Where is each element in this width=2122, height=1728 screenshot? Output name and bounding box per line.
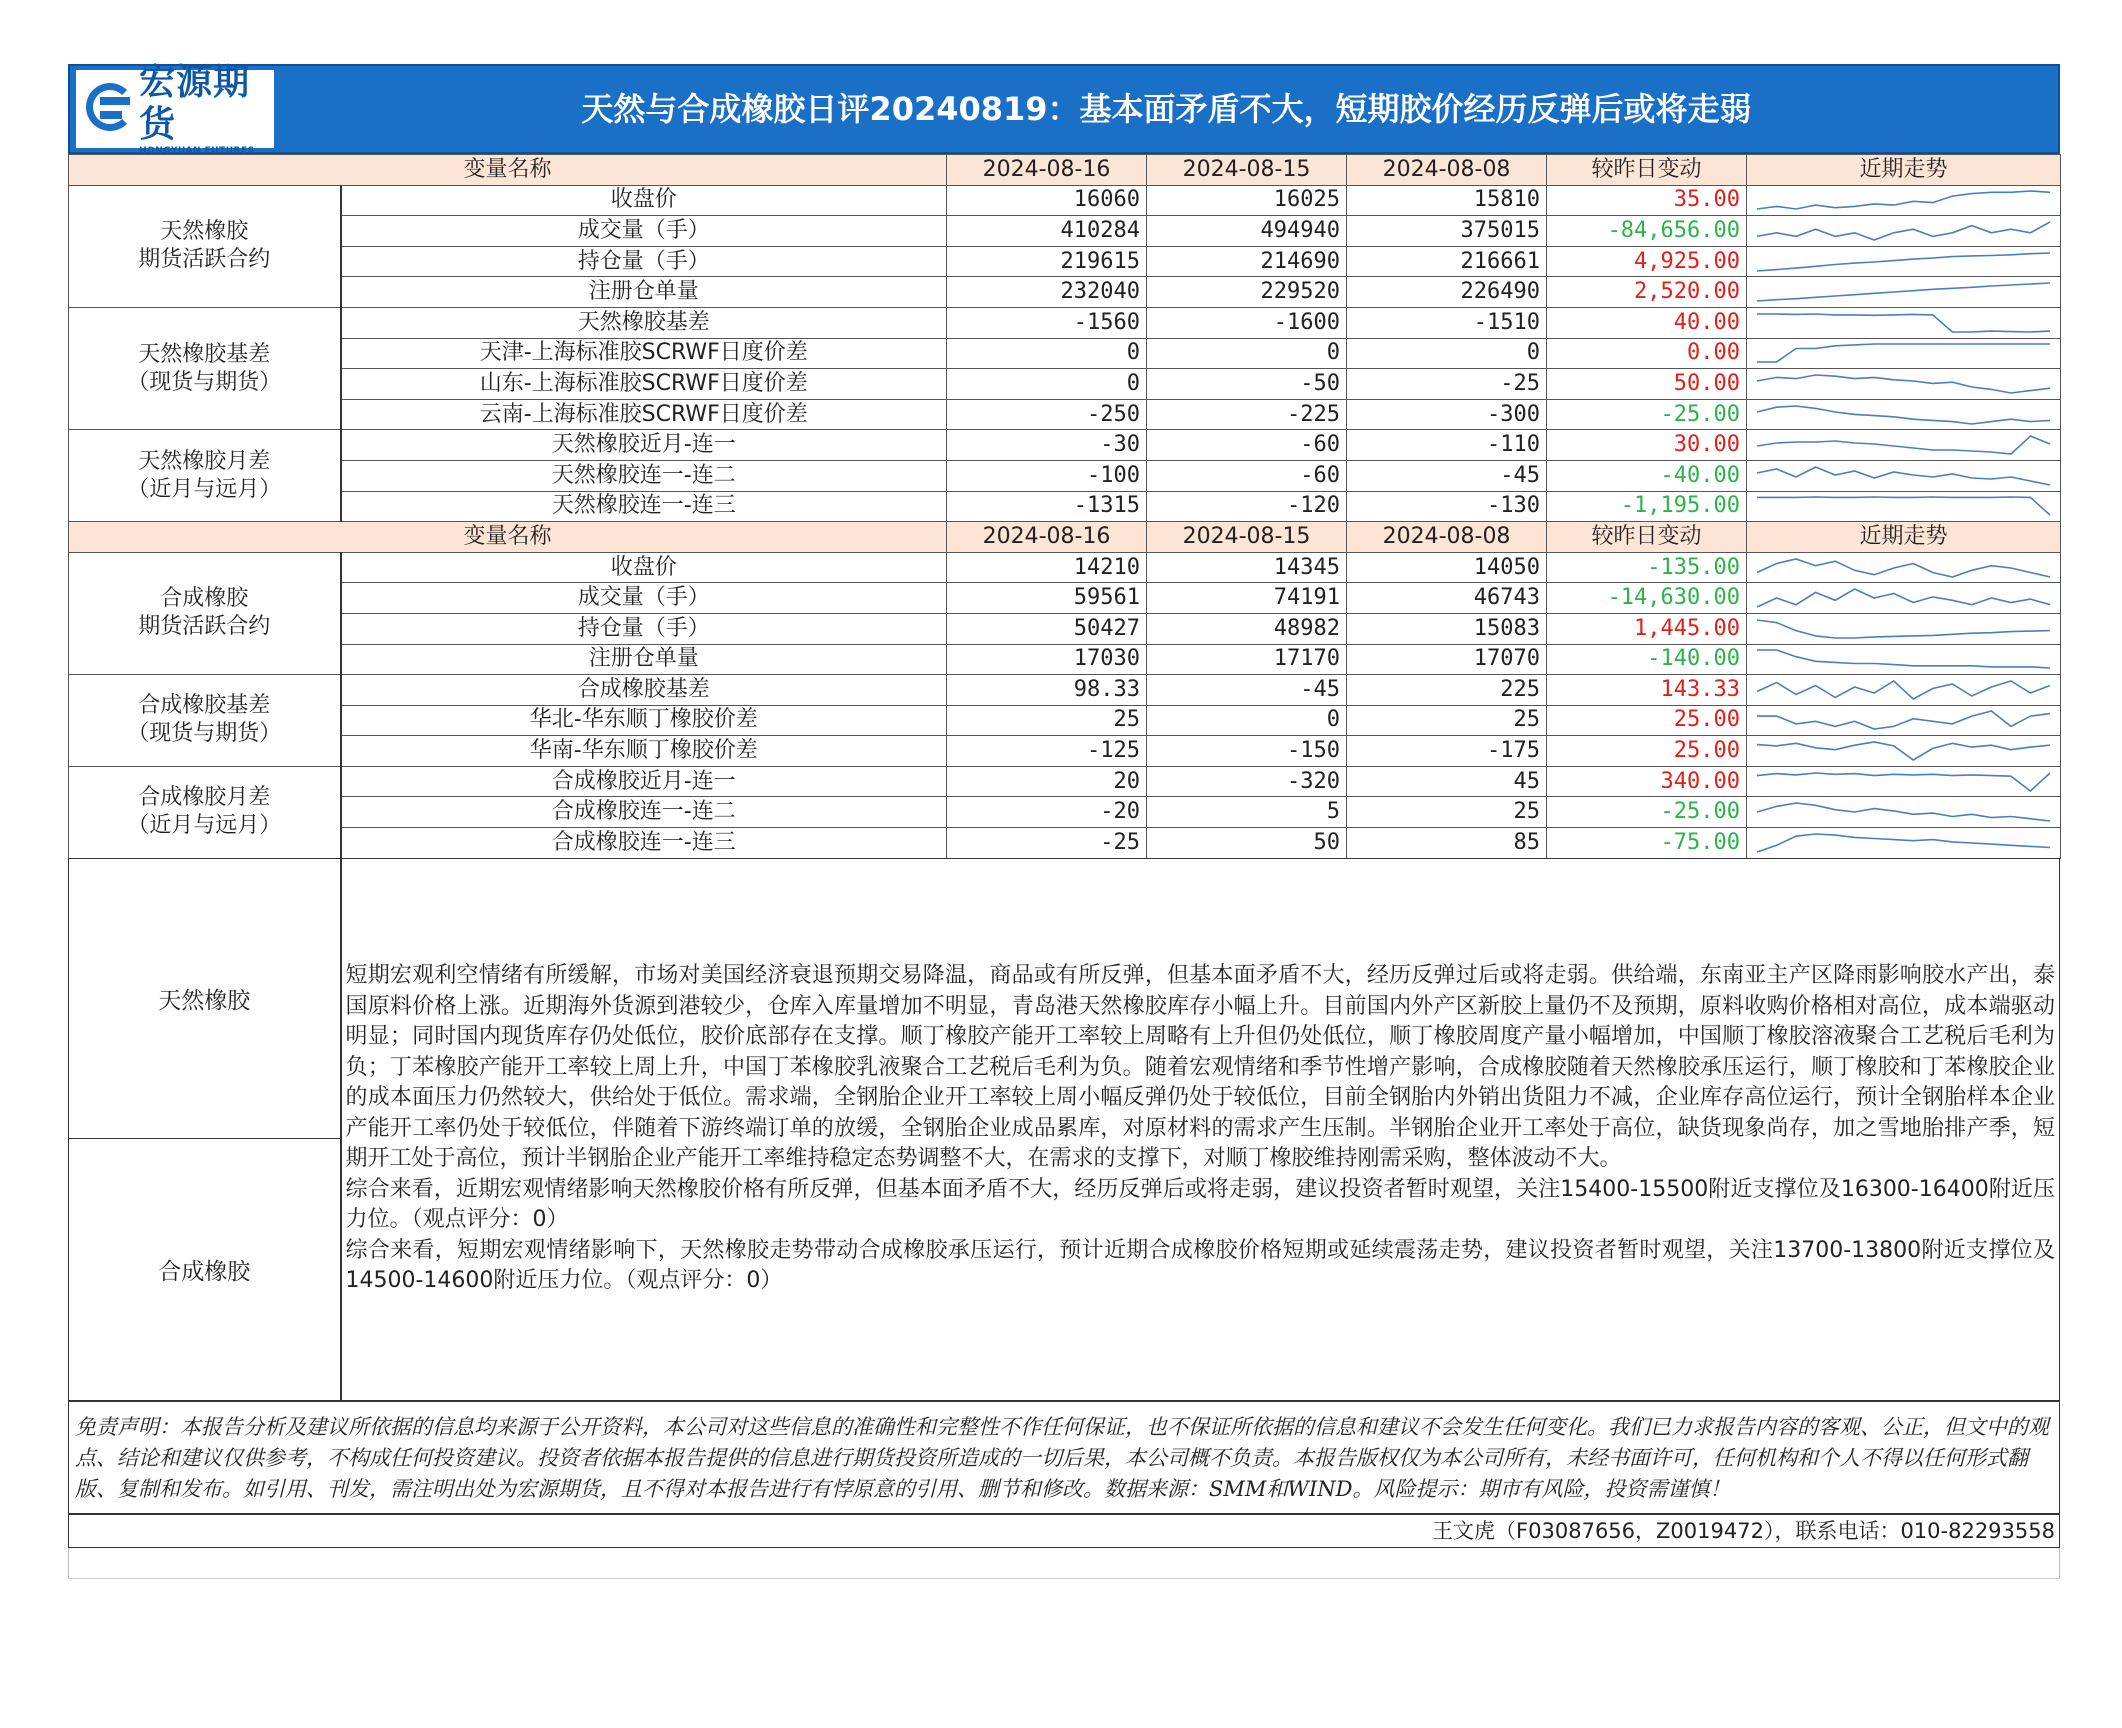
- trend-cell: [1747, 216, 2061, 247]
- value-d3: 216661: [1347, 246, 1547, 277]
- logo-mark-icon: [82, 77, 133, 141]
- group-label-line: （现货与期货）: [127, 369, 282, 395]
- column-header-name: 变量名称: [69, 155, 947, 186]
- trend-sparkline: [1753, 769, 2054, 795]
- logo-name-cn: 宏源期货: [139, 62, 251, 145]
- trailing-rows: [68, 1548, 2060, 1579]
- value-d1: -100: [947, 460, 1147, 491]
- sparkline-path: [1757, 681, 2050, 699]
- table-row: [69, 644, 2061, 675]
- trend-cell: [1747, 185, 2061, 216]
- value-d1: -1315: [947, 491, 1147, 522]
- value-d1: 0: [947, 338, 1147, 369]
- report-title: 天然与合成橡胶日评20240819：基本面矛盾不大，短期胶价经历反弹后或将走弱: [581, 90, 1752, 128]
- value-d1: -125: [947, 736, 1147, 767]
- column-header-chg: 较昨日变动: [1547, 155, 1747, 186]
- group-label: [69, 307, 341, 429]
- sparkline-path: [1757, 834, 2050, 852]
- value-d1: 20: [947, 766, 1147, 797]
- trend-cell: [1747, 460, 2061, 491]
- variable-name: 云南-上海标准胶SCRWF日度价差: [341, 399, 947, 430]
- group-label-line: （近月与远月）: [127, 476, 282, 502]
- value-d2: 494940: [1147, 216, 1347, 247]
- value-d2: -60: [1147, 460, 1347, 491]
- change-value: -135.00: [1547, 552, 1747, 583]
- value-d2: -225: [1147, 399, 1347, 430]
- value-d1: -1560: [947, 307, 1147, 338]
- sparkline-path: [1757, 314, 2050, 332]
- value-d2: -1600: [1147, 307, 1347, 338]
- value-d2: -320: [1147, 766, 1347, 797]
- table-row: [69, 613, 2061, 644]
- table-row: [69, 307, 2061, 338]
- commentary-text: [341, 858, 2060, 1400]
- variable-name: 收盘价: [341, 185, 947, 216]
- value-d1: -30: [947, 430, 1147, 461]
- column-header-d1: 2024-08-16: [947, 522, 1147, 553]
- trend-sparkline: [1753, 830, 2054, 856]
- change-value: -25.00: [1547, 399, 1747, 430]
- trend-sparkline: [1753, 616, 2054, 642]
- table-row: [69, 552, 2061, 583]
- value-d3: 226490: [1347, 277, 1547, 308]
- value-d3: 14050: [1347, 552, 1547, 583]
- change-value: -75.00: [1547, 828, 1747, 859]
- sparkline-path: [1757, 559, 2050, 577]
- value-d1: -20: [947, 797, 1147, 828]
- change-value: 2,520.00: [1547, 277, 1747, 308]
- table-row: [69, 216, 2061, 247]
- change-value: -140.00: [1547, 644, 1747, 675]
- trend-sparkline: [1753, 738, 2054, 764]
- sparkline-path: [1757, 191, 2050, 209]
- value-d2: -120: [1147, 491, 1347, 522]
- variable-name: 合成橡胶近月-连一: [341, 766, 947, 797]
- change-value: 4,925.00: [1547, 246, 1747, 277]
- trend-sparkline: [1753, 585, 2054, 611]
- header-row: [69, 155, 2061, 186]
- commentary-paragraph-synthetic: 综合来看，短期宏观情绪影响下，天然橡胶走势带动合成橡胶承压运行，预计近期合成橡胶价格短期或延续震荡走势，建议投资者暂时观望，关注13700-13800附近支撑位及14500-14600附近压力位。（观点评分：0）: [345, 1237, 2055, 1294]
- trend-cell: [1747, 552, 2061, 583]
- sparkline-path: [1757, 467, 2050, 485]
- table-row: [69, 766, 2061, 797]
- author-contact: 王文虎（F03087656，Z0019472），联系电话：010-82293558: [68, 1513, 2060, 1548]
- sparkline-path: [1757, 497, 2050, 515]
- sparkline-path: [1757, 283, 2050, 301]
- group-label-line: 天然橡胶月差: [138, 448, 271, 474]
- value-d3: 15083: [1347, 613, 1547, 644]
- commentary-table: [68, 858, 2060, 1401]
- trend-cell: [1747, 369, 2061, 400]
- change-value: -84,656.00: [1547, 216, 1747, 247]
- trend-cell: [1747, 430, 2061, 461]
- trend-sparkline: [1753, 249, 2054, 275]
- change-value: 1,445.00: [1547, 613, 1747, 644]
- group-label: [69, 185, 341, 307]
- table-row: [69, 338, 2061, 369]
- table-row: [69, 460, 2061, 491]
- variable-name: 华北-华东顺丁橡胶价差: [341, 705, 947, 736]
- group-label: [69, 552, 341, 674]
- value-d3: 85: [1347, 828, 1547, 859]
- value-d2: 0: [1147, 705, 1347, 736]
- table-row: [69, 705, 2061, 736]
- variable-name: 天然橡胶近月-连一: [341, 430, 947, 461]
- header-row: [69, 522, 2061, 553]
- commentary-paragraph-main: 短期宏观利空情绪有所缓解，市场对美国经济衰退预期交易降温，商品或有所反弹，但基本面矛盾不大，经历反弹过后或将走弱。供给端，东南亚主产区降雨影响胶水产出，泰国原料价格上涨。近期海外货源到港较少，仓库入库量增加不明显，青岛港天然橡胶库存小幅上升。目前国内外产区新胶上量仍不及预期，原料收购价格相对高位，成本端驱动明显；同时国内现货库存仍处低位，胶价底部存在支撑。顺丁橡胶产能开工率较上周略有上升但仍处低位，顺丁橡胶周度产量小幅增加，中国顺丁橡胶溶液聚合工艺税后毛利为负；丁苯橡胶产能开工率较上周上升，中国丁苯橡胶乳液聚合工艺税后毛利为负。随着宏观情绪和季节性增产影响，合成橡胶随着天然橡胶承压运行，顺丁橡胶和丁苯橡胶企业的成本面压力仍然较大，供给处于低位。需求端，全钢胎企业开工率较上周小幅反弹仍处于较低位，目前全钢胎内外销出货阻力不减，企业库存高位运行，预计全钢胎样本企业产能开工率仍处于较低位，伴随着下游终端订单的放缓，全钢胎企业成品累库，对原材料的需求产生压制。半钢胎企业开工率处于高位，缺货现象尚存，加之雪地胎排产季，短期开工处于高位，预计半钢胎企业产能开工率维持稳定态势调整不大，在需求的支撑下，对顺丁橡胶维持刚需采购，整体波动不大。: [345, 963, 2055, 1172]
- value-d1: -25: [947, 828, 1147, 859]
- variable-name: 持仓量（手）: [341, 613, 947, 644]
- trend-cell: [1747, 766, 2061, 797]
- value-d2: 16025: [1147, 185, 1347, 216]
- value-d3: -130: [1347, 491, 1547, 522]
- sparkline-path: [1757, 711, 2050, 729]
- trend-sparkline: [1753, 310, 2054, 336]
- change-value: 35.00: [1547, 185, 1747, 216]
- group-label: [69, 766, 341, 858]
- change-value: 40.00: [1547, 307, 1747, 338]
- variable-name: 成交量（手）: [341, 583, 947, 614]
- table-row: [69, 583, 2061, 614]
- variable-name: 持仓量（手）: [341, 246, 947, 277]
- change-value: 25.00: [1547, 736, 1747, 767]
- sparkline-path: [1757, 222, 2050, 240]
- group-label: [69, 675, 341, 767]
- title-banner: [68, 64, 2060, 154]
- column-header-trend: 近期走势: [1747, 522, 2061, 553]
- data-table: [68, 154, 2061, 859]
- trend-cell: [1747, 797, 2061, 828]
- trend-cell: [1747, 736, 2061, 767]
- change-value: 50.00: [1547, 369, 1747, 400]
- table-row: [69, 736, 2061, 767]
- change-value: -14,630.00: [1547, 583, 1747, 614]
- value-d3: -1510: [1347, 307, 1547, 338]
- value-d1: 0: [947, 369, 1147, 400]
- report-sheet: [68, 64, 2060, 1579]
- value-d2: 74191: [1147, 583, 1347, 614]
- table-row: [69, 430, 2061, 461]
- value-d2: -150: [1147, 736, 1347, 767]
- value-d1: 50427: [947, 613, 1147, 644]
- value-d3: 15810: [1347, 185, 1547, 216]
- table-row: [69, 399, 2061, 430]
- disclaimer: 免责声明：本报告分析及建议所依据的信息均来源于公开资料，本公司对这些信息的准确性和完整性不作任何保证，也不保证所依据的信息和建议不会发生任何变化。我们已力求报告内容的客观、公正，但文中的观点、结论和建议仅供参考，不构成任何投资建议。投资者依据本报告提供的信息进行期货投资所造成的一切后果，本公司概不负责。本报告版权仅为本公司所有，未经书面许可，任何机构和个人不得以任何形式翻版、复制和发布。如引用、刊发，需注明出处为宏源期货，且不得对本报告进行有悖原意的引用、删节和修改。数据来源：SMM和WIND。风险提示：期市有风险，投资需谨慎！: [68, 1400, 2060, 1514]
- change-value: 25.00: [1547, 705, 1747, 736]
- table-row: [69, 277, 2061, 308]
- value-d1: 410284: [947, 216, 1147, 247]
- value-d1: 25: [947, 705, 1147, 736]
- variable-name: 合成橡胶连一-连二: [341, 797, 947, 828]
- variable-name: 天然橡胶连一-连三: [341, 491, 947, 522]
- group-label-line: （现货与期货）: [127, 721, 282, 747]
- change-value: 0.00: [1547, 338, 1747, 369]
- trend-cell: [1747, 246, 2061, 277]
- column-header-d3: 2024-08-08: [1347, 155, 1547, 186]
- trend-sparkline: [1753, 493, 2054, 519]
- trend-cell: [1747, 644, 2061, 675]
- trend-cell: [1747, 277, 2061, 308]
- logo-name-en: HONGYUAN FUTURES: [139, 146, 255, 156]
- value-d2: 214690: [1147, 246, 1347, 277]
- commentary-label-natural: 天然橡胶: [69, 858, 341, 1138]
- table-row: [69, 369, 2061, 400]
- value-d1: 232040: [947, 277, 1147, 308]
- variable-name: 合成橡胶连一-连三: [341, 828, 947, 859]
- variable-name: 合成橡胶基差: [341, 675, 947, 706]
- group-label: [69, 430, 341, 522]
- value-d2: 0: [1147, 338, 1347, 369]
- value-d1: 59561: [947, 583, 1147, 614]
- value-d1: 98.33: [947, 675, 1147, 706]
- trend-sparkline: [1753, 432, 2054, 458]
- value-d3: 0: [1347, 338, 1547, 369]
- table-row: [69, 185, 2061, 216]
- trend-cell: [1747, 399, 2061, 430]
- change-value: -40.00: [1547, 460, 1747, 491]
- group-label-line: 天然橡胶: [160, 219, 249, 245]
- value-d1: 219615: [947, 246, 1147, 277]
- commentary-paragraph-natural: 综合来看，近期宏观情绪影响天然橡胶价格有所反弹，但基本面矛盾不大，经历反弹后或将走弱，建议投资者暂时观望，关注15400-15500附近支撑位及16300-16400附近压力位。（观点评分：0）: [345, 1176, 2055, 1233]
- variable-name: 华南-华东顺丁橡胶价差: [341, 736, 947, 767]
- table-row: [69, 246, 2061, 277]
- variable-name: 收盘价: [341, 552, 947, 583]
- value-d3: 17070: [1347, 644, 1547, 675]
- trend-sparkline: [1753, 463, 2054, 489]
- sparkline-path: [1757, 620, 2050, 638]
- group-label-line: 期货活跃合约: [138, 614, 271, 640]
- value-d1: 17030: [947, 644, 1147, 675]
- value-d2: 5: [1147, 797, 1347, 828]
- value-d2: 14345: [1147, 552, 1347, 583]
- trend-sparkline: [1753, 340, 2054, 366]
- variable-name: 天然橡胶连一-连二: [341, 460, 947, 491]
- sparkline-path: [1757, 344, 2050, 362]
- value-d2: 229520: [1147, 277, 1347, 308]
- trend-sparkline: [1753, 371, 2054, 397]
- column-header-d1: 2024-08-16: [947, 155, 1147, 186]
- variable-name: 山东-上海标准胶SCRWF日度价差: [341, 369, 947, 400]
- change-value: 30.00: [1547, 430, 1747, 461]
- trend-cell: [1747, 338, 2061, 369]
- change-value: 340.00: [1547, 766, 1747, 797]
- sparkline-path: [1757, 773, 2050, 791]
- trend-cell: [1747, 828, 2061, 859]
- trend-cell: [1747, 613, 2061, 644]
- trend-sparkline: [1753, 707, 2054, 733]
- value-d2: 48982: [1147, 613, 1347, 644]
- column-header-trend: 近期走势: [1747, 155, 2061, 186]
- trend-cell: [1747, 675, 2061, 706]
- column-header-chg: 较昨日变动: [1547, 522, 1747, 553]
- table-row: [69, 797, 2061, 828]
- value-d1: 14210: [947, 552, 1147, 583]
- value-d2: -45: [1147, 675, 1347, 706]
- variable-name: 注册仓单量: [341, 277, 947, 308]
- trend-sparkline: [1753, 402, 2054, 428]
- value-d3: -45: [1347, 460, 1547, 491]
- variable-name: 成交量（手）: [341, 216, 947, 247]
- value-d3: -300: [1347, 399, 1547, 430]
- sparkline-path: [1757, 742, 2050, 760]
- value-d3: 225: [1347, 675, 1547, 706]
- variable-name: 注册仓单量: [341, 644, 947, 675]
- sparkline-path: [1757, 253, 2050, 271]
- table-row: [69, 828, 2061, 859]
- column-header-d3: 2024-08-08: [1347, 522, 1547, 553]
- group-label-line: 合成橡胶基差: [138, 693, 271, 719]
- value-d3: 46743: [1347, 583, 1547, 614]
- column-header-d2: 2024-08-15: [1147, 155, 1347, 186]
- value-d3: -110: [1347, 430, 1547, 461]
- group-label-line: （近月与远月）: [127, 813, 282, 839]
- trend-sparkline: [1753, 187, 2054, 213]
- commentary-label-synthetic: 合成橡胶: [69, 1138, 341, 1400]
- trend-cell: [1747, 491, 2061, 522]
- change-value: -1,195.00: [1547, 491, 1747, 522]
- value-d1: 16060: [947, 185, 1147, 216]
- value-d3: -175: [1347, 736, 1547, 767]
- sparkline-path: [1757, 436, 2050, 454]
- column-header-d2: 2024-08-15: [1147, 522, 1347, 553]
- variable-name: 天然橡胶基差: [341, 307, 947, 338]
- group-label-line: 期货活跃合约: [138, 247, 271, 273]
- trend-sparkline: [1753, 799, 2054, 825]
- group-label-line: 合成橡胶: [160, 586, 249, 612]
- trend-sparkline: [1753, 218, 2054, 244]
- trend-cell: [1747, 583, 2061, 614]
- trend-cell: [1747, 307, 2061, 338]
- value-d3: 25: [1347, 797, 1547, 828]
- trend-sparkline: [1753, 555, 2054, 581]
- value-d2: -50: [1147, 369, 1347, 400]
- sparkline-path: [1757, 375, 2050, 393]
- change-value: -25.00: [1547, 797, 1747, 828]
- table-row: [69, 675, 2061, 706]
- trend-sparkline: [1753, 646, 2054, 672]
- sparkline-path: [1757, 650, 2050, 668]
- value-d2: 50: [1147, 828, 1347, 859]
- trend-sparkline: [1753, 677, 2054, 703]
- group-label-line: 天然橡胶基差: [138, 341, 271, 367]
- value-d3: 375015: [1347, 216, 1547, 247]
- company-logo: [76, 62, 274, 156]
- table-row: [69, 491, 2061, 522]
- value-d3: -25: [1347, 369, 1547, 400]
- change-value: 143.33: [1547, 675, 1747, 706]
- column-header-name: 变量名称: [69, 522, 947, 553]
- value-d3: 25: [1347, 705, 1547, 736]
- group-label-line: 合成橡胶月差: [138, 785, 271, 811]
- trend-sparkline: [1753, 279, 2054, 305]
- value-d2: 17170: [1147, 644, 1347, 675]
- value-d2: -60: [1147, 430, 1347, 461]
- sparkline-path: [1757, 406, 2050, 424]
- sparkline-path: [1757, 803, 2050, 821]
- variable-name: 天津-上海标准胶SCRWF日度价差: [341, 338, 947, 369]
- sparkline-path: [1757, 589, 2050, 607]
- value-d1: -250: [947, 399, 1147, 430]
- value-d3: 45: [1347, 766, 1547, 797]
- trend-cell: [1747, 705, 2061, 736]
